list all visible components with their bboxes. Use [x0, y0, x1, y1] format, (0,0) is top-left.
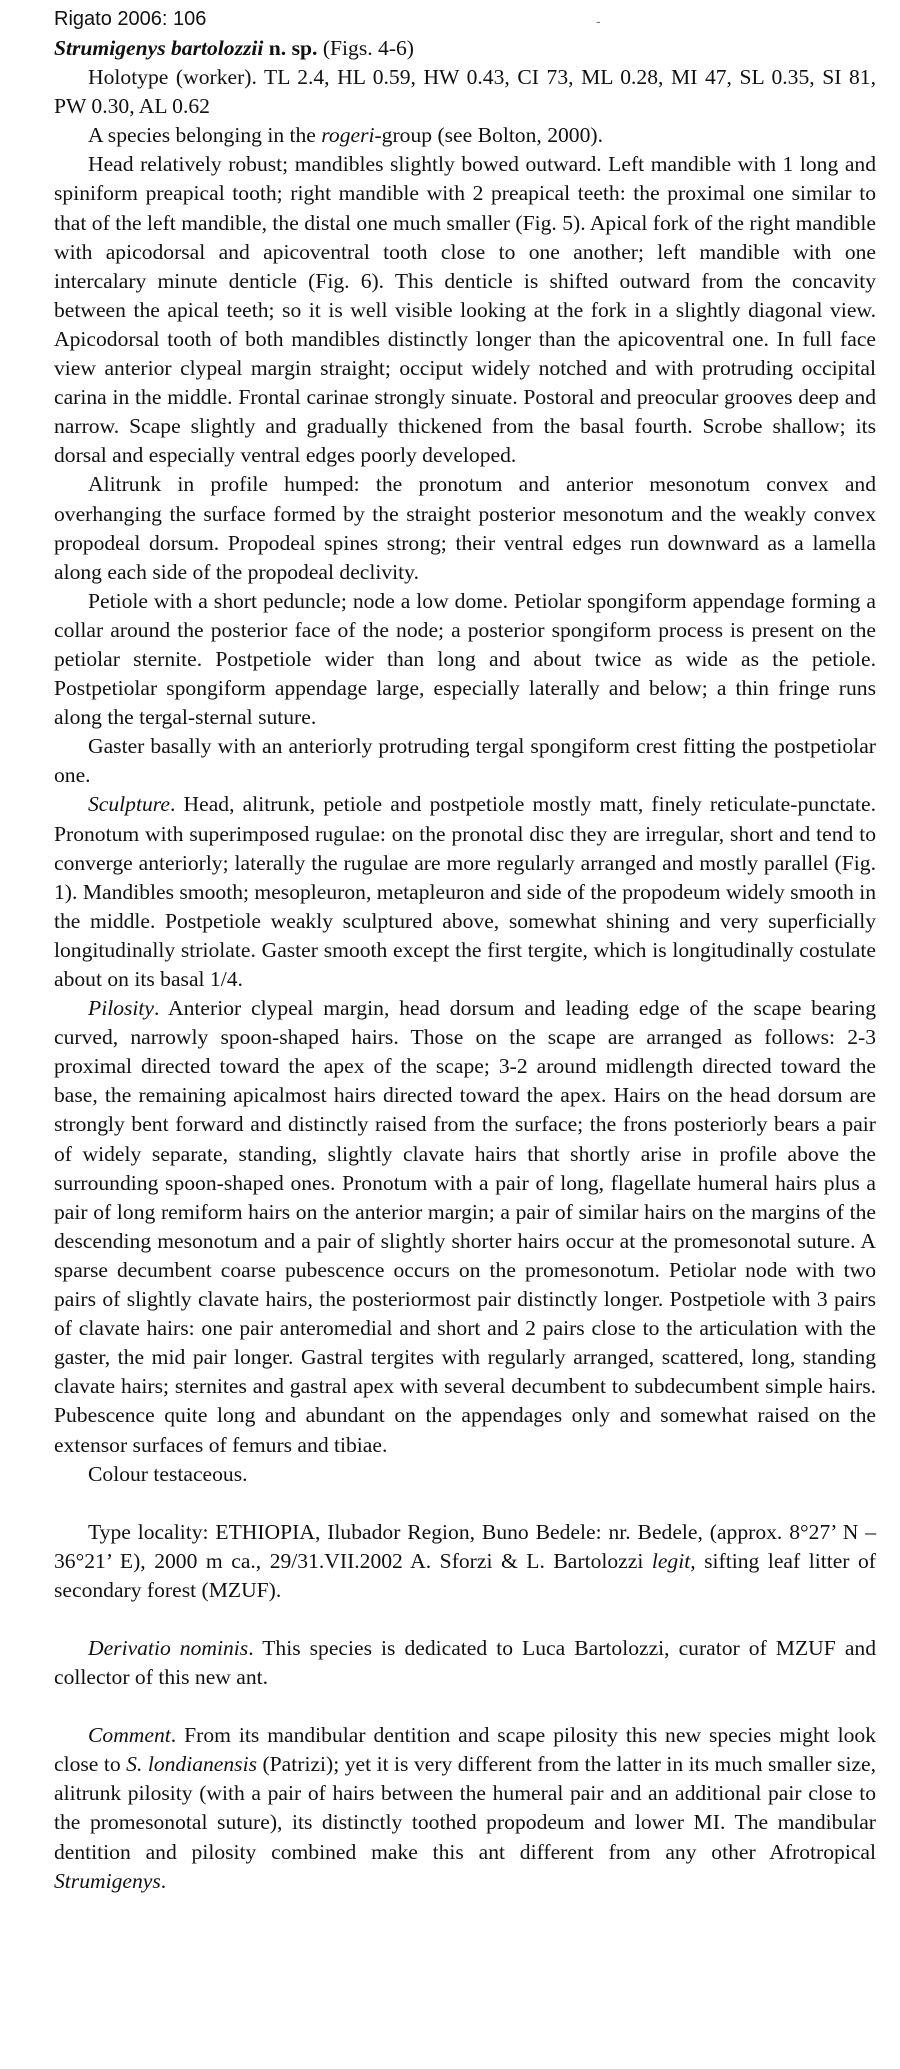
stray-mark: - [596, 13, 601, 29]
holotype-measurements: Holotype (worker). TL 2.4, HL 0.59, HW 0.43, CI 73, ML 0.28, MI 47, SL 0.35, SI 81, PW 0.30, AL 0.62 [54, 65, 876, 119]
running-head: Rigato 2006: 106 [54, 8, 207, 30]
head-description: Head relatively robust; mandibles slightly bowed outward. Left mandible with 1 long and spiniform preapical tooth; right mandible with 2 preapical teeth: the proximal one similar to that of the left mandible, the distal one much smaller (Fig. 5). Apical fork of the right mandible with apicodorsal and apicoventral tooth close to one another; left mandible with one intercalary minute denticle (Fig. 6). This denticle is shifted outward from the concavity between the apical teeth; so it is well visible looking at the fork in a slightly diagonal view. Apicodorsal tooth of both mandibles distinctly longer than the apicoventral one. In full face view anterior clypeal margin straight; occiput widely notched and with protruding occipital carina in the middle. Frontal carinae strongly sinuate. Postoral and preocular grooves deep and narrow. Scape slightly and gradually thickened from the basal fourth. Scrobe shallow; its dorsal and especially ventral edges poorly developed. [54, 152, 876, 468]
alitrunk-description: Alitrunk in profile humped: the pronotum and anterior mesonotum convex and overhanging the surface formed by the straight posterior mesonotum and the weakly convex propodeal dorsum. Propodeal spines strong; their ventral edges run downward as a lamella along each side of the propodeal declivity. [54, 472, 876, 584]
sculpture-heading: Sculpture [88, 792, 170, 817]
pilosity-heading: Pilosity [88, 996, 154, 1021]
derivatio-paragraph: Derivatio nominis. This species is dedicated to Luca Bartolozzi, curator of MZUF and collector of this new ant. [54, 1635, 876, 1690]
comment-heading: Comment [88, 1723, 171, 1748]
gaster-description: Gaster basally with an anteriorly protruding tergal spongiform crest fitting the postpetiolar one. [54, 734, 876, 788]
species-name: Strumigenys bartolozzii [54, 36, 264, 60]
type-locality-paragraph: Type locality: ETHIOPIA, Ilubador Region, Buno Bedele: nr. Bedele, (approx. 8°27’ N – 36°21’ E), 2000 m ca., 29/31.VII.2002 A. Sforzi & L. Bartolozzi legit, sifting leaf litter of secondary forest (MZUF). [54, 1519, 876, 1602]
sculpture-paragraph: Sculpture. Head, alitrunk, petiole and postpetiole mostly matt, finely reticulate-punctate. Pronotum with superimposed rugulae: on the pronotal disc they are irregular, short and tend to converge anteriorly; laterally the rugulae are more regularly arranged and mostly parallel (Fig. 1). Mandibles smooth; mesopleuron, metapleuron and side of the propodeum widely smooth in the middle. Postpetiole weakly sculptured above, somewhat shining and very superficially longitudinally striolate. Gaster smooth except the first tergite, which is longitudinally costulate about on its basal 1/4. [54, 792, 876, 991]
group-name: rogeri [321, 123, 375, 148]
new-species-label: n. sp. [263, 36, 318, 60]
petiole-description: Petiole with a short peduncle; node a low dome. Petiolar spongiform appendage forming a collar around the posterior face of the node; a posterior spongiform process is present on the petiolar sternite. Postpetiole wider than long and about twice as wide as the petiole. Postpetiolar spongiform appendage large, especially laterally and below; a thin fringe runs along the tergal-sternal suture. [54, 588, 876, 730]
derivatio-heading: Derivatio nominis [88, 1635, 249, 1660]
pilosity-paragraph: Pilosity. Anterior clypeal margin, head dorsum and leading edge of the scape bearing curved, narrowly spoon-shaped hairs. Those on the scape are arranged as follows: 2-3 proximal directed toward the apex of the scape; 3-2 around midlength directed toward the base, the remaining apicalmost hairs directed toward the apex. Hairs on the head dorsum are strongly bent forward and distinctly raised from the surface; the frons posteriorly bears a pair of widely separate, standing, slightly clavate hairs that shortly arise in profile above the surrounding spoon-shaped ones. Pronotum with a pair of long, flagellate humeral hairs plus a pair of long remiform hairs on the anterior margin; a pair of similar hairs on the margins of the descending mesonotum and a pair of slightly shorter hairs occur at the promesonotal suture. A sparse decumbent coarse pubescence occurs on the promesonotum. Petiolar node with two pairs of slightly clavate hairs, the posteriormost pair distinctly longer. Postpetiole with 3 pairs of clavate hairs: one pair anteromedial and short and 2 pairs close to the articulation with the gaster, the mid pair longer. Gastral tergites with regularly arranged, scattered, long, standing clavate hairs; sternites and gastral apex with several decumbent to subdecumbent simple hairs. Pubescence quite long and abundant on the appendages only and somewhat raised on the extensor surfaces of femurs and tibiae. [54, 996, 876, 1457]
species-group-paragraph: A species belonging in the rogeri-group (see Bolton, 2000). [88, 123, 603, 148]
species-title [54, 34, 876, 63]
figure-reference: (Figs. 4-6) [317, 36, 414, 60]
comment-paragraph: Comment. From its mandibular dentition and scape pilosity this new species might look close to S. londianensis (Patrizi); yet it is very different from the latter in its much smaller size, alitrunk pilosity (with a pair of hairs between the humeral pair and an additional pair close to the promesonotal suture), its distinctly toothed propodeum and lower MI. The mandibular dentition and pilosity combined make this ant different from any other Afrotropical Strumigenys. [54, 1723, 877, 1893]
colour-paragraph: Colour testaceous. [88, 1461, 248, 1486]
